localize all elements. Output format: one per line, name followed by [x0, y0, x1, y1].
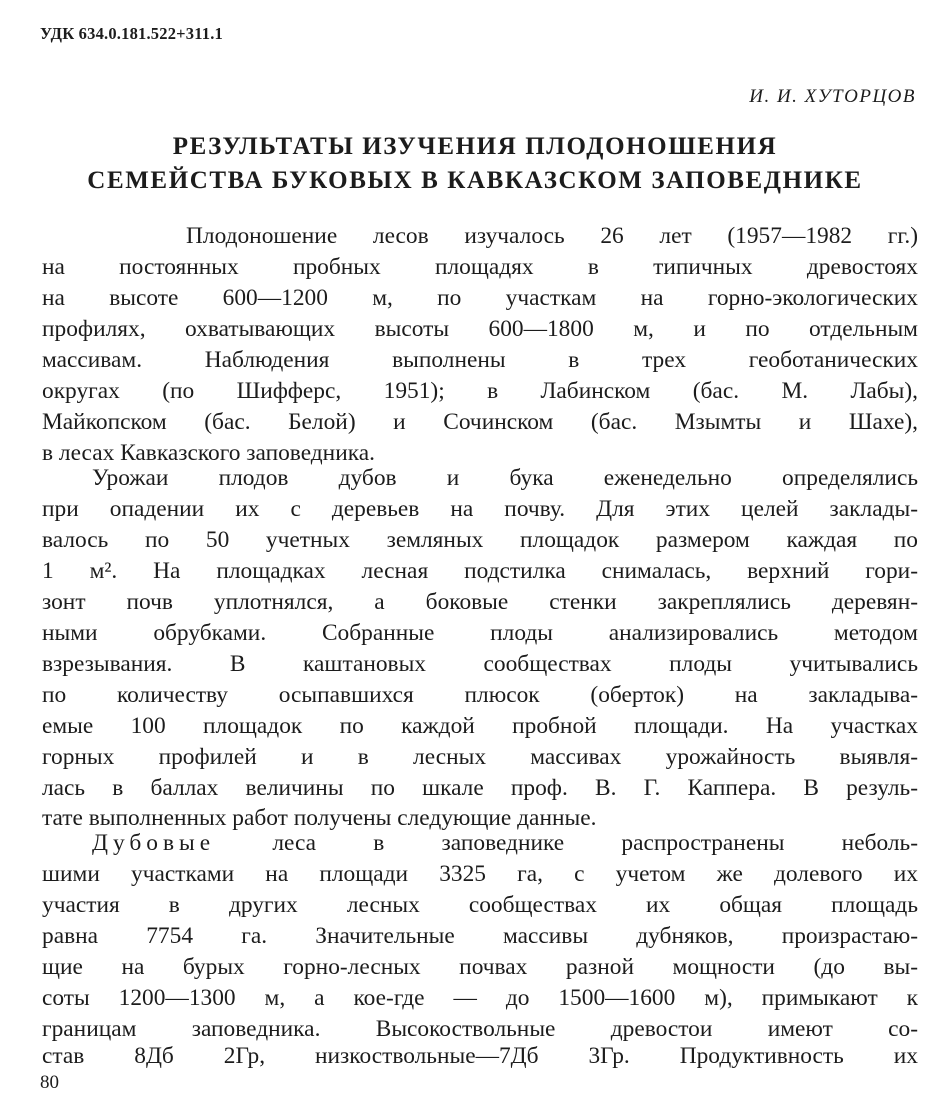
text-line: при опадении их с деревьев на почву. Для этих целей заклады-	[42, 496, 918, 522]
text-line: ными обрубками. Собранные плоды анализировались методом	[42, 620, 918, 646]
text-line: округах (по Шифферс, 1951); в Лабинском (бас. М. Лабы),	[42, 378, 918, 404]
page-number: 80	[40, 1072, 59, 1093]
text-line: соты 1200—1300 м, а кое-где — до 1500—1600 м), примыкают к	[42, 985, 918, 1011]
text-line: щие на бурых горно-лесных почвах разной мощности (до вы-	[42, 954, 918, 980]
author-name: И. И. ХУТОРЦОВ	[749, 86, 916, 107]
text-fragment: леса в заповеднике распространены неболь-	[272, 830, 918, 856]
text-line: 1 м². На площадках лесная подстилка снималась, верхний гори-	[42, 558, 918, 584]
text-line: горных профилей и в лесных массивах урожайность выявля-	[42, 744, 918, 770]
text-line: Майкопском (бас. Белой) и Сочинском (бас. Мзымты и Шахе),	[42, 409, 918, 435]
text-line	[92, 828, 918, 858]
text-line: зонт почв уплотнялся, а боковые стенки закреплялись деревян-	[42, 589, 918, 615]
text-line: емые 100 площадок по каждой пробной площади. На участках	[42, 713, 918, 739]
text-line: Урожаи плодов дубов и бука еженедельно определялись	[92, 465, 918, 491]
text-line: участия в других лесных сообществах их общая площадь	[42, 892, 918, 918]
text-line: в лесах Кавказского заповедника.	[42, 440, 375, 466]
text-line: став 8Дб 2Гр, низкоствольные—7Дб 3Гр. Продуктивность их	[42, 1043, 918, 1069]
text-line: границам заповедника. Высокоствольные древостои имеют со-	[42, 1016, 918, 1042]
article-title-line-1: РЕЗУЛЬТАТЫ ИЗУЧЕНИЯ ПЛОДОНОШЕНИЯ	[172, 133, 778, 160]
text-line: взрезывания. В каштановых сообществах плоды учитывались	[42, 651, 918, 677]
text-line: Плодоношение лесов изучалось 26 лет (1957—1982 гг.)	[186, 223, 918, 249]
text-line: на высоте 600—1200 м, по участкам на горно-экологических	[42, 285, 918, 311]
text-line: равна 7754 га. Значительные массивы дубняков, произрастаю-	[42, 923, 918, 949]
text-line: валось по 50 учетных земляных площадок размером каждая по	[42, 527, 918, 553]
text-line: массивам. Наблюдения выполнены в трех геоботанических	[42, 347, 918, 373]
text-line: тате выполненных работ получены следующие данные.	[42, 805, 597, 831]
text-line: лась в баллах величины по шкале проф. В. Г. Каппера. В резуль-	[42, 775, 918, 801]
udk-code: УДК 634.0.181.522+311.1	[40, 24, 223, 43]
article-title-line-2: СЕМЕЙСТВА БУКОВЫХ В КАВКАЗСКОМ ЗАПОВЕДНИКЕ	[87, 167, 863, 194]
text-line: на постоянных пробных площадях в типичных древостоях	[42, 254, 918, 280]
spaced-term: Дубовые	[92, 830, 216, 856]
text-line: профилях, охватывающих высоты 600—1800 м, и по отдельным	[42, 316, 918, 342]
text-line: шими участками на площади 3325 га, с учетом же долевого их	[42, 861, 918, 887]
text-line: по количеству осыпавшихся плюсок (оберток) на закладыва-	[42, 682, 918, 708]
